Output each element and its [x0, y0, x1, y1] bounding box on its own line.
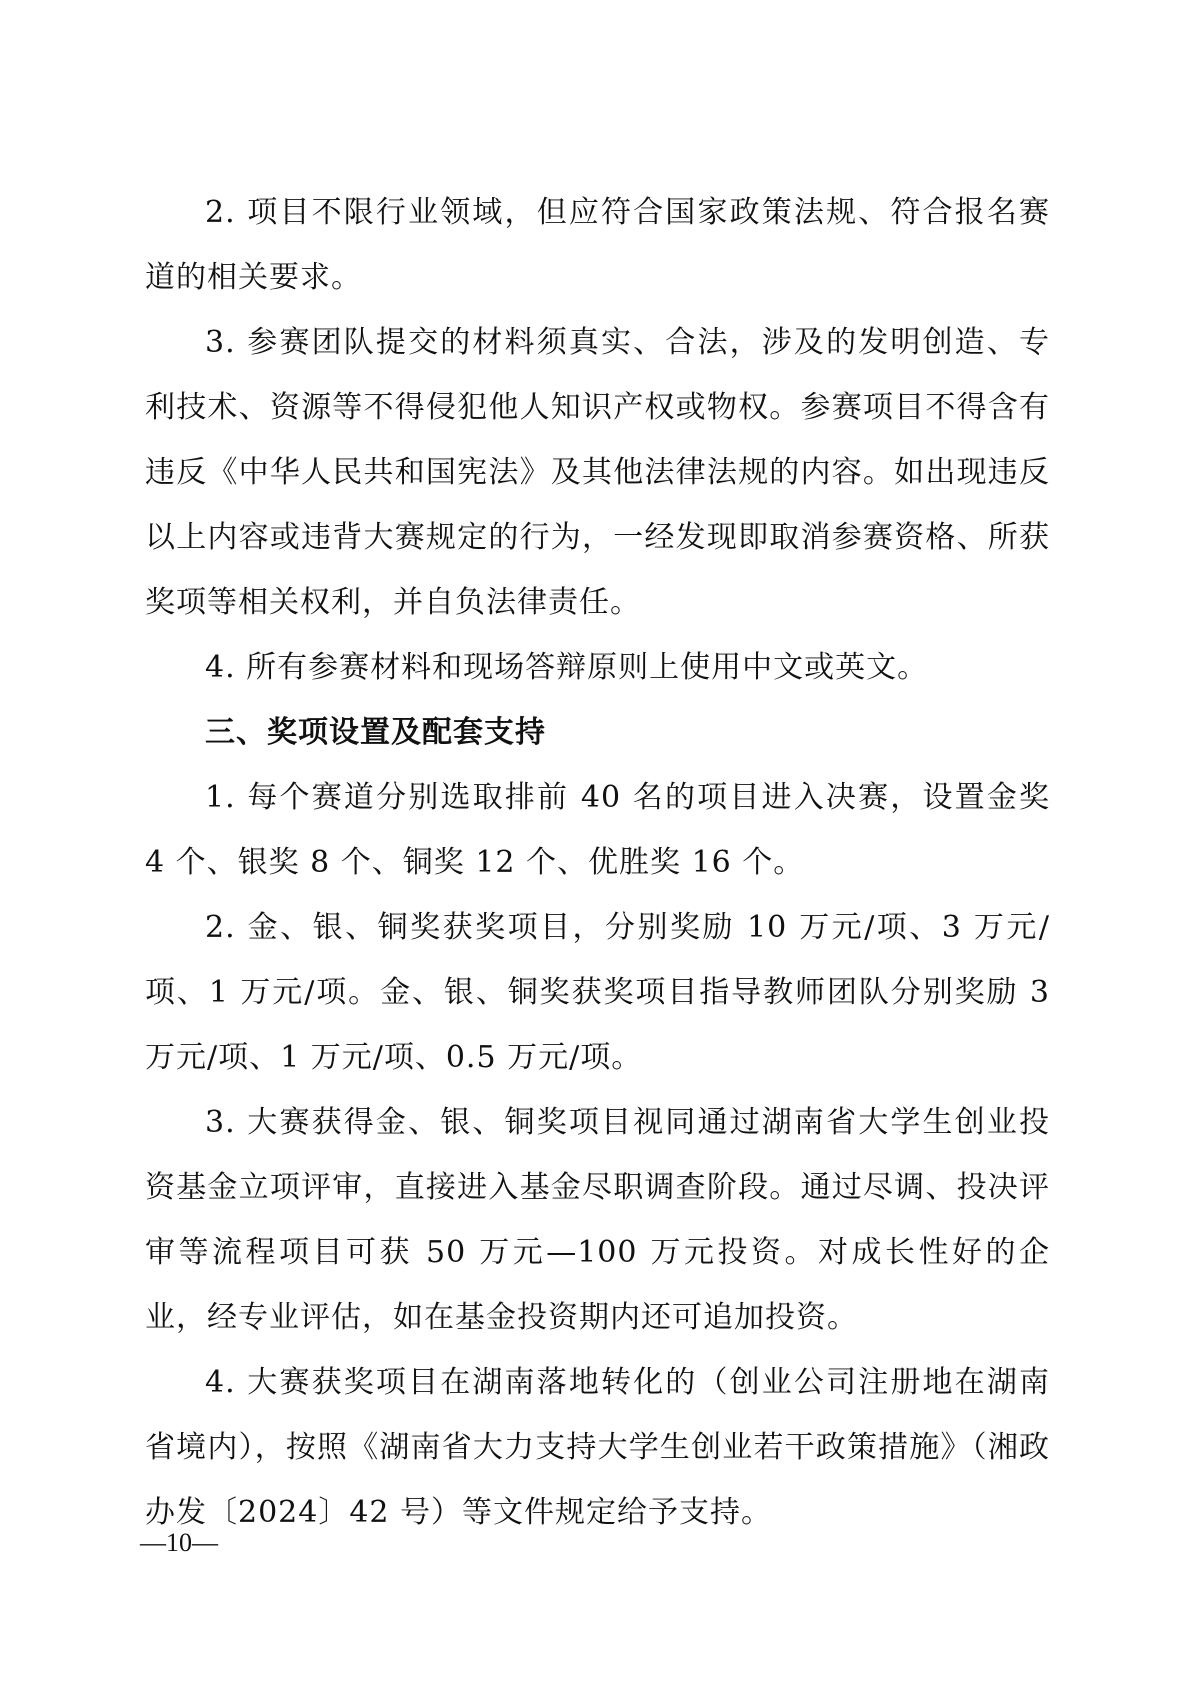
paragraph-item-4-language: 4. 所有参赛材料和现场答辩原则上使用中文或英文。 [205, 650, 929, 685]
document-body [145, 180, 1050, 1545]
paragraph-award-3-investment: 3. 大赛获得金、银、铜奖项目视同通过湖南省大学生创业投资基金立项评审，直接进入基金尽职调查阶段。通过尽调、投决评审等流程项目可获 50 万元—100 万元投资。对成长性好的企业，经专业评估，如在基金投资期内还可追加投资。 [145, 1105, 1050, 1335]
page-number: —10— [140, 1528, 218, 1557]
section-heading-awards: 三、奖项设置及配套支持 [205, 715, 546, 750]
paragraph-item-2-industry: 2. 项目不限行业领域，但应符合国家政策法规、符合报名赛道的相关要求。 [145, 195, 1050, 295]
paragraph-award-1-finalists: 1. 每个赛道分别选取排前 40 名的项目进入决赛，设置金奖 4 个、银奖 8 个、铜奖 12 个、优胜奖 16 个。 [145, 780, 1050, 880]
paragraph-item-3-materials: 3. 参赛团队提交的材料须真实、合法，涉及的发明创造、专利技术、资源等不得侵犯他人知识产权或物权。参赛项目不得含有违反《中华人民共和国宪法》及其他法律法规的内容。如出现违反以上内容或违背大赛规定的行为，一经发现即取消参赛资格、所获奖项等相关权利，并自负法律责任。 [145, 325, 1050, 620]
paragraph-award-4-policy: 4. 大赛获奖项目在湖南落地转化的（创业公司注册地在湖南省境内），按照《湖南省大力支持大学生创业若干政策措施》（湘政办发〔2024〕42 号）等文件规定给予支持。 [145, 1365, 1050, 1530]
paragraph-award-2-prizes: 2. 金、银、铜奖获奖项目，分别奖励 10 万元/项、3 万元/项、1 万元/项。金、银、铜奖获奖项目指导教师团队分别奖励 3 万元/项、1 万元/项、0.5 万元/项。 [145, 910, 1050, 1075]
